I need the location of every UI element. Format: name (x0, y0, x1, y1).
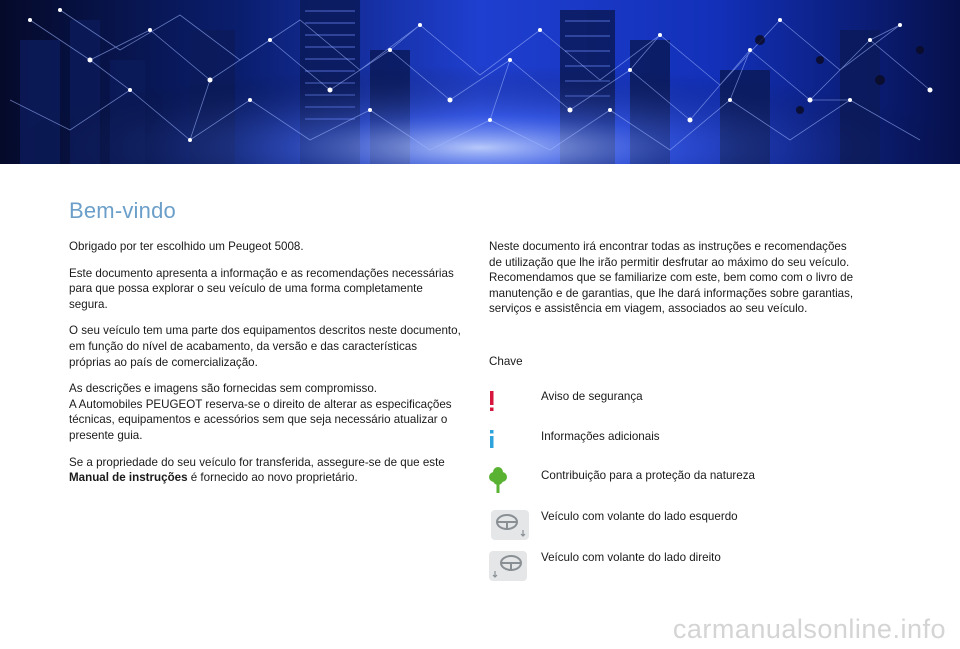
manual-title-bold: Manual de instruções (69, 471, 188, 485)
legend-item-environment (487, 467, 887, 497)
paragraph-intro: Neste documento irá encontrar todas as instruções e recomendações de utilização que lhe irão permitir desfrutar ao máximo do seu veículo. Recomendamos que se familiarize com este, bem como com o livro de manutenção e de garantias, que lhe dará informações sobre garantias, serviços e assistência em viagem, associados ao seu veículo. (489, 240, 854, 316)
legend-item-left-hand-drive (487, 508, 887, 542)
paragraph-thanks: Obrigado por ter escolhido um Peugeot 5008. (69, 240, 304, 253)
legend-item-right-hand-drive (487, 549, 887, 583)
right-hand-drive-icon (487, 549, 531, 583)
hero-banner (0, 0, 960, 164)
paragraph-equipment: O seu veículo tem uma parte dos equipamentos descritos neste documento, em função do nível de acabamento, da versão e das características próprias ao país de comercialização. (69, 324, 461, 369)
paragraph-ownership-transfer (69, 455, 461, 486)
legend-label: Veículo com volante do lado direito (541, 551, 721, 564)
paragraph-reserve-rights: A Automobiles PEUGEOT reserva-se o direito de alterar as especificações técnicas, equipamentos e acessórios sem que seja necessário atualizar o presente guia. (69, 397, 452, 442)
legend-item-info (487, 428, 887, 458)
legend-label: Contribuição para a proteção da natureza (541, 469, 755, 482)
page-title: Bem-vindo (69, 198, 176, 223)
warning-exclamation-icon (487, 388, 531, 418)
legend-label: Aviso de segurança (541, 390, 643, 403)
right-column (489, 239, 861, 317)
legend-heading: Chave (489, 355, 523, 368)
legend-item-safety (487, 388, 887, 418)
hero-network-image (0, 0, 960, 164)
ownership-text-pre: Se a propriedade do seu veículo for transferida, assegure-se de que este (69, 455, 445, 469)
info-icon (487, 428, 531, 458)
tree-icon (487, 467, 531, 497)
legend-label: Informações adicionais (541, 430, 660, 443)
left-hand-drive-icon (487, 508, 531, 542)
ownership-text-post: é fornecido ao novo proprietário. (187, 471, 358, 485)
paragraph-descriptions: As descrições e imagens são fornecidas sem compromisso. (69, 382, 378, 396)
paragraph-document-purpose: Este documento apresenta a informação e as recomendações necessárias para que possa explorar o seu veículo de uma forma completamente segura. (69, 266, 454, 311)
legend-label: Veículo com volante do lado esquerdo (541, 510, 738, 523)
watermark: carmanualsonline.info (672, 614, 946, 644)
left-column (69, 239, 461, 497)
